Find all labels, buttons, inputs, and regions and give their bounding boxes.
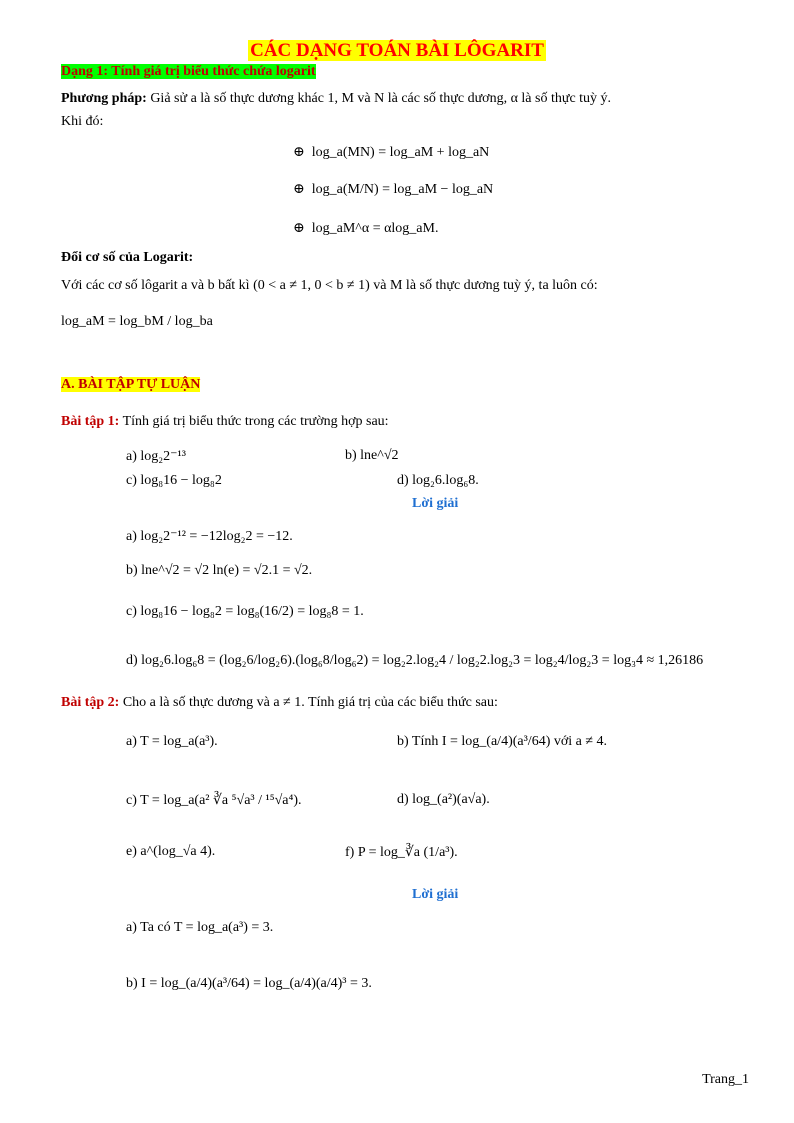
change-base-formula: log_aM = log_bM / log_ba <box>61 314 213 329</box>
exercise-2-item-a: a) T = log_a(a³). <box>126 734 218 749</box>
solution-heading-1: Lời giải <box>412 496 459 511</box>
exercise-1-text: Tính giá trị biểu thức trong các trường hợp sau: <box>122 414 389 429</box>
exercise-2-item-c: c) T = log_a(a² ∛a ⁵√a³ / ¹⁵√a⁴). <box>126 793 302 808</box>
solution-heading-2: Lời giải <box>412 887 459 902</box>
exercise-2-solution-a: a) Ta có T = log_a(a³) = 3. <box>126 920 274 935</box>
exercise-1-solution-a: a) log₂2⁻¹² = −12log₂2 = −12. <box>126 529 293 544</box>
exercise-1-solution-b: b) lne^√2 = √2 ln(e) = √2.1 = √2. <box>126 563 313 578</box>
exercise-1-item-a: a) log₂2⁻¹³ <box>126 449 186 464</box>
exercise-1-solution-d: d) log₂6.log₆8 = (log₂6/log₂6).(log₆8/log₆2) = log₂2.log₂4 / log₂2.log₂3 = log₂4/log₂3 = log₃4 ≈ 1,26186 <box>126 653 704 668</box>
rule-product-formula: log_a(MN) = log_aM + log_aN <box>311 145 490 160</box>
exercise-1-item-c: c) log₈16 − log₈2 <box>126 473 222 488</box>
exercise-2-label: Bài tập 2: <box>61 695 120 710</box>
exercise-1-statement <box>61 411 751 433</box>
exercise-2-item-e: e) a^(log_√a 4). <box>126 844 216 859</box>
exercise-2-item-d: d) log_(a²)(a√a). <box>397 792 490 807</box>
bullet-icon: ⊕ <box>293 182 305 197</box>
exercise-1-item-b: b) lne^√2 <box>345 448 399 463</box>
method-paragraph <box>61 88 751 110</box>
method-text: Giả sử a là số thực dương khác 1, M và N là các số thực dương, α là số thực tuỳ ý. <box>150 91 612 106</box>
change-base-title: Đổi cơ số của Logarit: <box>61 250 194 265</box>
exercise-2-item-f: f) P = log_∛a (1/a³). <box>345 845 458 860</box>
rule-power <box>293 220 438 237</box>
rule-power-formula: log_aM^α = αlog_aM. <box>311 221 439 236</box>
page-title: CÁC DẠNG TOÁN BÀI LÔGARIT <box>250 40 544 61</box>
change-base-text: Với các cơ số lôgarit a và b bất kì (0 < a ≠ 1, 0 < b ≠ 1) và M là số thực dương tuỳ ý, ta luôn có: <box>61 278 598 293</box>
rule-product <box>293 144 489 161</box>
rule-quotient <box>293 181 493 198</box>
exercise-1-label: Bài tập 1: <box>61 414 120 429</box>
exercise-2-item-b: b) Tính I = log_(a/4)(a³/64) với a ≠ 4. <box>397 734 608 749</box>
page-number: Trang_1 <box>702 1072 749 1087</box>
method-text-continued: Khi đó: <box>61 114 104 129</box>
rule-quotient-formula: log_a(M/N) = log_aM − log_aN <box>311 182 494 197</box>
exercise-2-text: Cho a là số thực dương và a ≠ 1. Tính giá trị của các biểu thức sau: <box>122 695 498 710</box>
exercise-1-solution-c: c) log₈16 − log₈2 = log₈(16/2) = log₈8 = 1. <box>126 604 364 619</box>
section-heading-a: A. BÀI TẬP TỰ LUẬN <box>61 377 201 392</box>
section-heading-dang-1: Dạng 1: Tính giá trị biểu thức chứa logarit <box>61 64 316 79</box>
exercise-2-solution-b: b) I = log_(a/4)(a³/64) = log_(a/4)(a/4)³ = 3. <box>126 976 372 991</box>
exercise-1-item-d: d) log₂6.log₆8. <box>397 473 479 488</box>
bullet-icon: ⊕ <box>293 145 305 160</box>
exercise-2-statement <box>61 692 751 714</box>
method-label: Phương pháp: <box>61 91 147 106</box>
bullet-icon: ⊕ <box>293 221 305 236</box>
